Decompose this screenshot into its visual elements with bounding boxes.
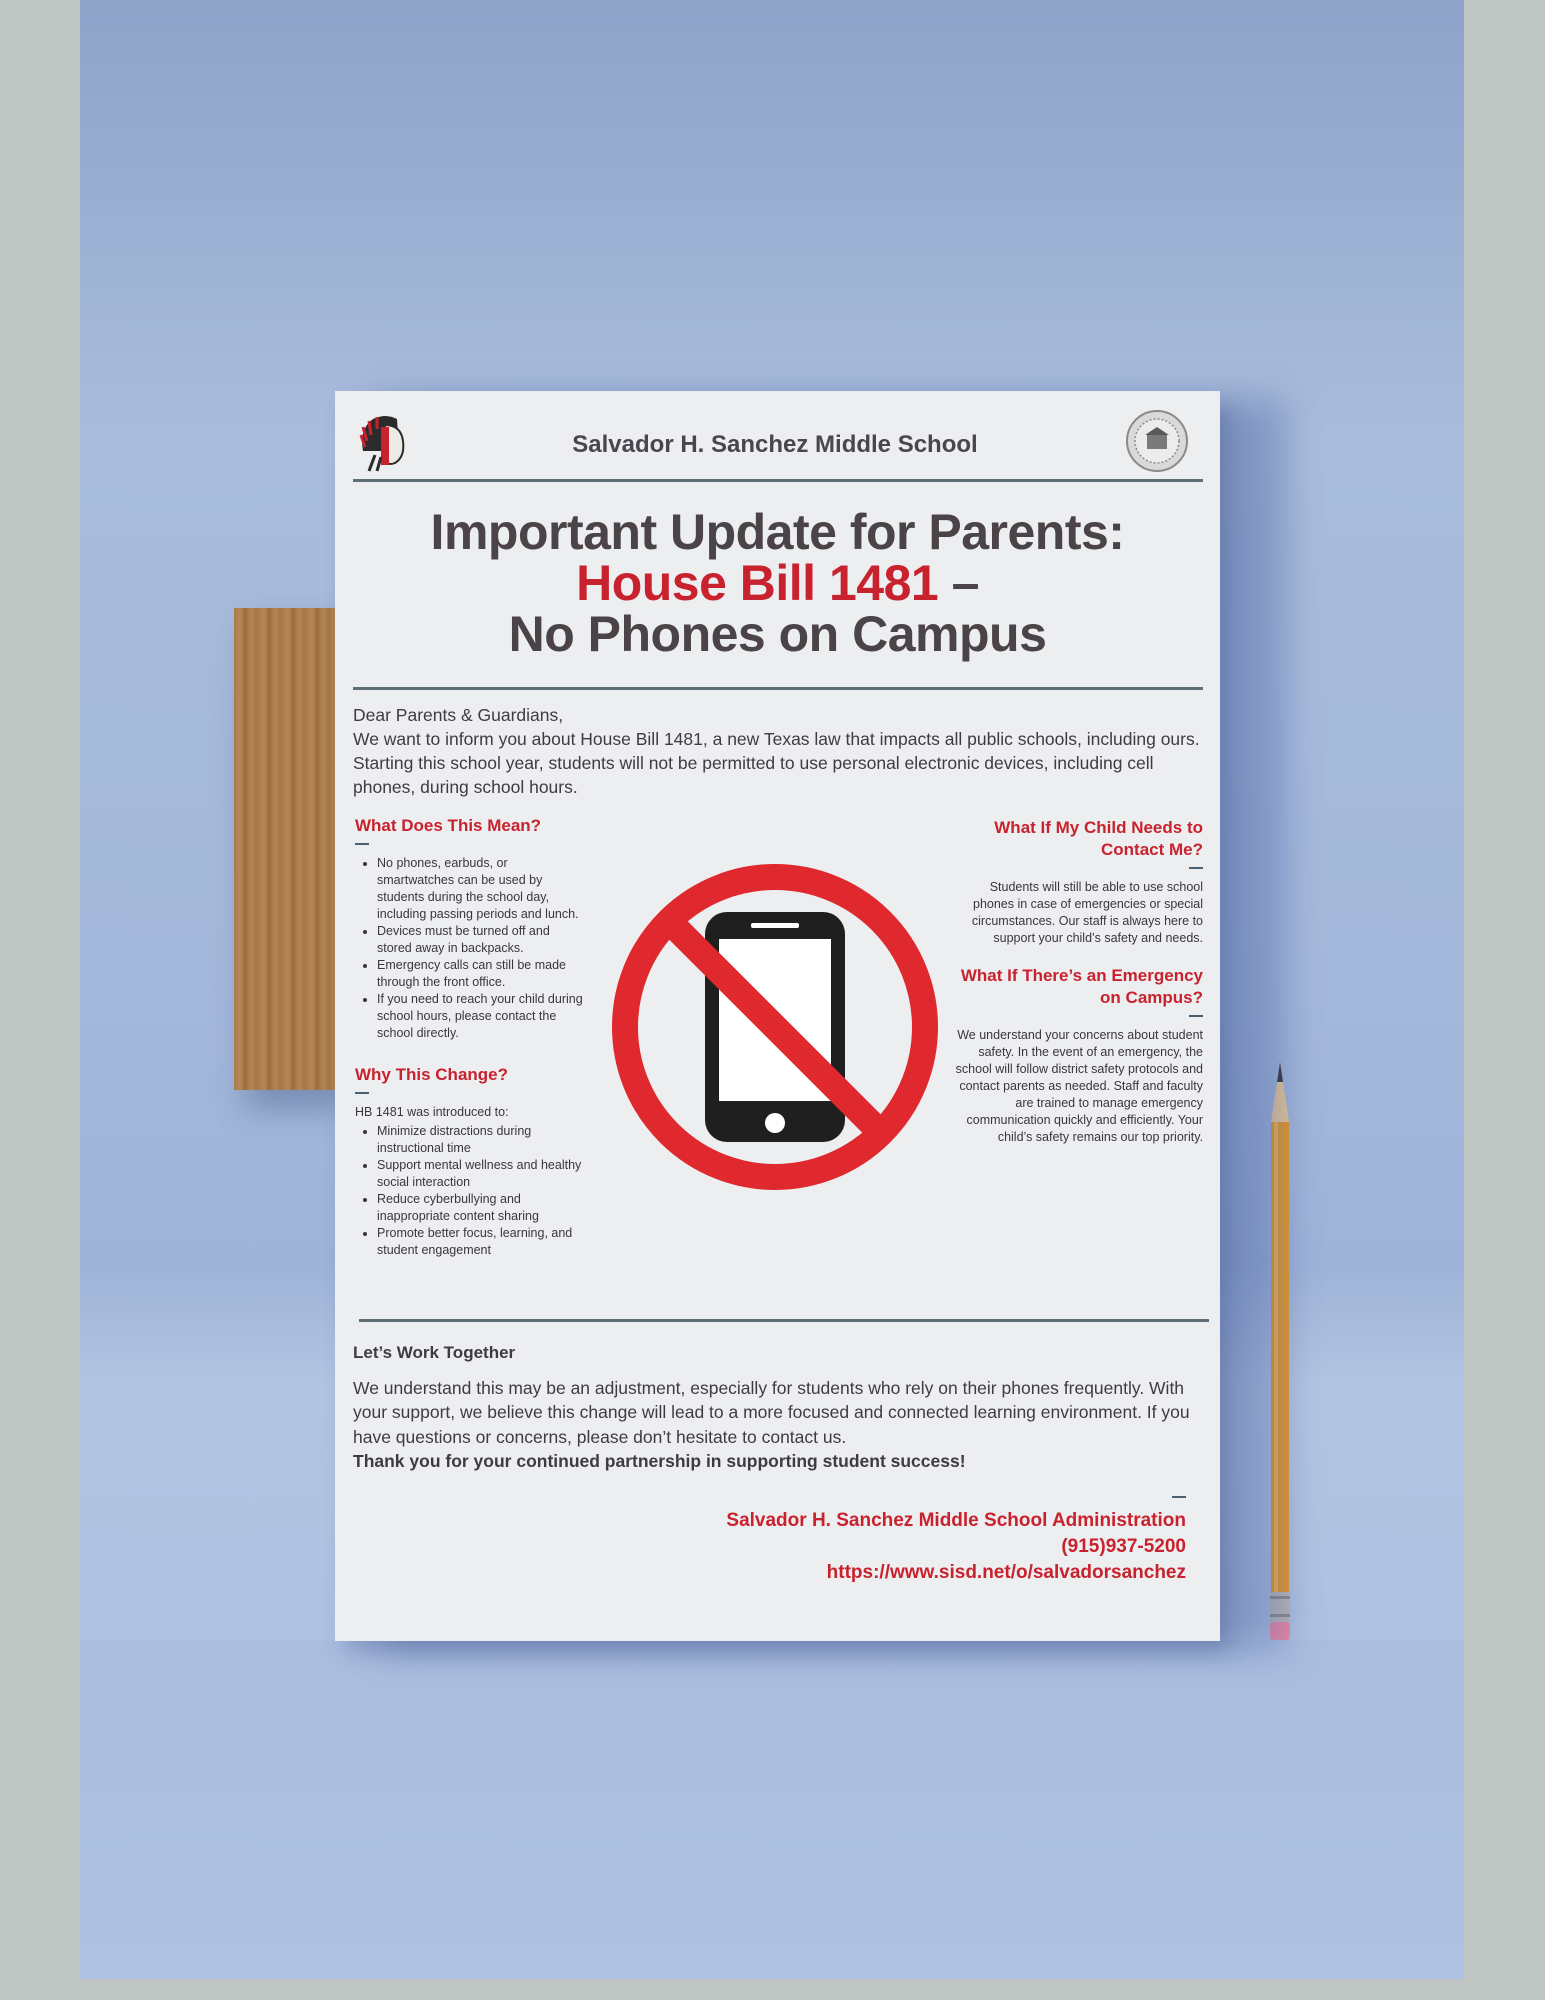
school-mascot-logo bbox=[355, 411, 417, 473]
contact-heading: What If My Child Needs to Contact Me? bbox=[994, 818, 1203, 859]
intro bbox=[353, 703, 1203, 799]
title-line-2 bbox=[355, 555, 1200, 611]
section-rule bbox=[359, 1319, 1209, 1322]
meaning-dash bbox=[355, 843, 369, 845]
emergency-dash bbox=[1189, 1015, 1203, 1017]
meaning-item: • Devices must be turned off and stored away in backpacks. bbox=[377, 923, 587, 957]
why-intro: HB 1481 was introduced to: bbox=[355, 1105, 509, 1119]
together-body: We understand this may be an adjustment, especially for students who rely on their phones frequently. With your support, we believe this change will lead to a more focused and connected learning environment. If you have questions or concerns, please don’t hesitate to contact us. bbox=[353, 1377, 1190, 1447]
why-item: • Minimize distractions during instructional time bbox=[377, 1123, 587, 1157]
contact-dash bbox=[1189, 867, 1203, 869]
why-item: • Promote better focus, learning, and student engagement bbox=[377, 1225, 587, 1259]
signature-dash bbox=[1172, 1496, 1186, 1498]
signature-phone: (915)937-5200 bbox=[1061, 1536, 1186, 1557]
meaning-list bbox=[355, 855, 587, 1042]
meaning-item: • If you need to reach your child during school hours, please contact the school directly. bbox=[377, 991, 587, 1042]
meaning-heading: What Does This Mean? bbox=[355, 816, 542, 835]
district-seal bbox=[1125, 409, 1189, 473]
why-item: • Support mental wellness and healthy social interaction bbox=[377, 1157, 587, 1191]
title-line-1: Important Update for Parents: bbox=[430, 504, 1125, 560]
signature bbox=[726, 1496, 1186, 1586]
signature-name: Salvador H. Sanchez Middle School Administration bbox=[726, 1510, 1186, 1531]
intro-body: We want to inform you about House Bill 1481, a new Texas law that impacts all public schools, including ours. Starting this school year, students will not be permitted to use personal electronic devices, including cell phones, during school hours. bbox=[353, 729, 1200, 797]
why-list bbox=[355, 1123, 587, 1259]
contact-body: Students will still be able to use school phones in case of emergencies or special circumstances. Our staff is always here to support your child’s safety and needs. bbox=[971, 880, 1203, 945]
meaning-item: • Emergency calls can still be made through the front office. bbox=[377, 957, 587, 991]
signature-url: https://www.sisd.net/o/salvadorsanchez bbox=[826, 1562, 1186, 1583]
thanks-line: Thank you for your continued partnership in supporting student success! bbox=[353, 1451, 966, 1471]
emergency-body: We understand your concerns about student safety. In the event of an emergency, the school will follow district safety protocols and contact parents as needed. Staff and faculty are trained to manage emergency communication quickly and efficiently. Your child’s safety remains our top priority. bbox=[955, 1028, 1203, 1144]
wood-block bbox=[234, 608, 336, 1090]
together-heading: Let’s Work Together bbox=[353, 1343, 516, 1362]
why-item: • Reduce cyberbullying and inappropriate content sharing bbox=[377, 1191, 587, 1225]
photo-backdrop bbox=[80, 0, 1464, 1979]
no-phone-icon bbox=[605, 857, 945, 1197]
flyer-title bbox=[355, 504, 1200, 662]
emergency-heading: What If There’s an Emergency on Campus? bbox=[960, 966, 1203, 1007]
title-dash: – bbox=[938, 555, 979, 611]
meaning-item: • No phones, earbuds, or smartwatches can be used by students during the school day, including passing periods and lunch. bbox=[377, 855, 587, 923]
greeting: Dear Parents & Guardians, bbox=[353, 705, 564, 725]
floor bbox=[80, 1640, 1464, 1979]
title-rule bbox=[353, 687, 1203, 690]
flyer bbox=[335, 391, 1220, 1641]
header-rule bbox=[353, 479, 1203, 482]
bill-name: House Bill 1481 bbox=[576, 555, 939, 611]
right-column bbox=[953, 817, 1203, 1146]
left-column bbox=[355, 815, 587, 1259]
work-together bbox=[353, 1341, 1203, 1474]
why-dash bbox=[355, 1092, 369, 1094]
school-name: Salvador H. Sanchez Middle School bbox=[572, 431, 978, 458]
why-heading: Why This Change? bbox=[355, 1065, 508, 1084]
title-line-3: No Phones on Campus bbox=[508, 606, 1047, 662]
